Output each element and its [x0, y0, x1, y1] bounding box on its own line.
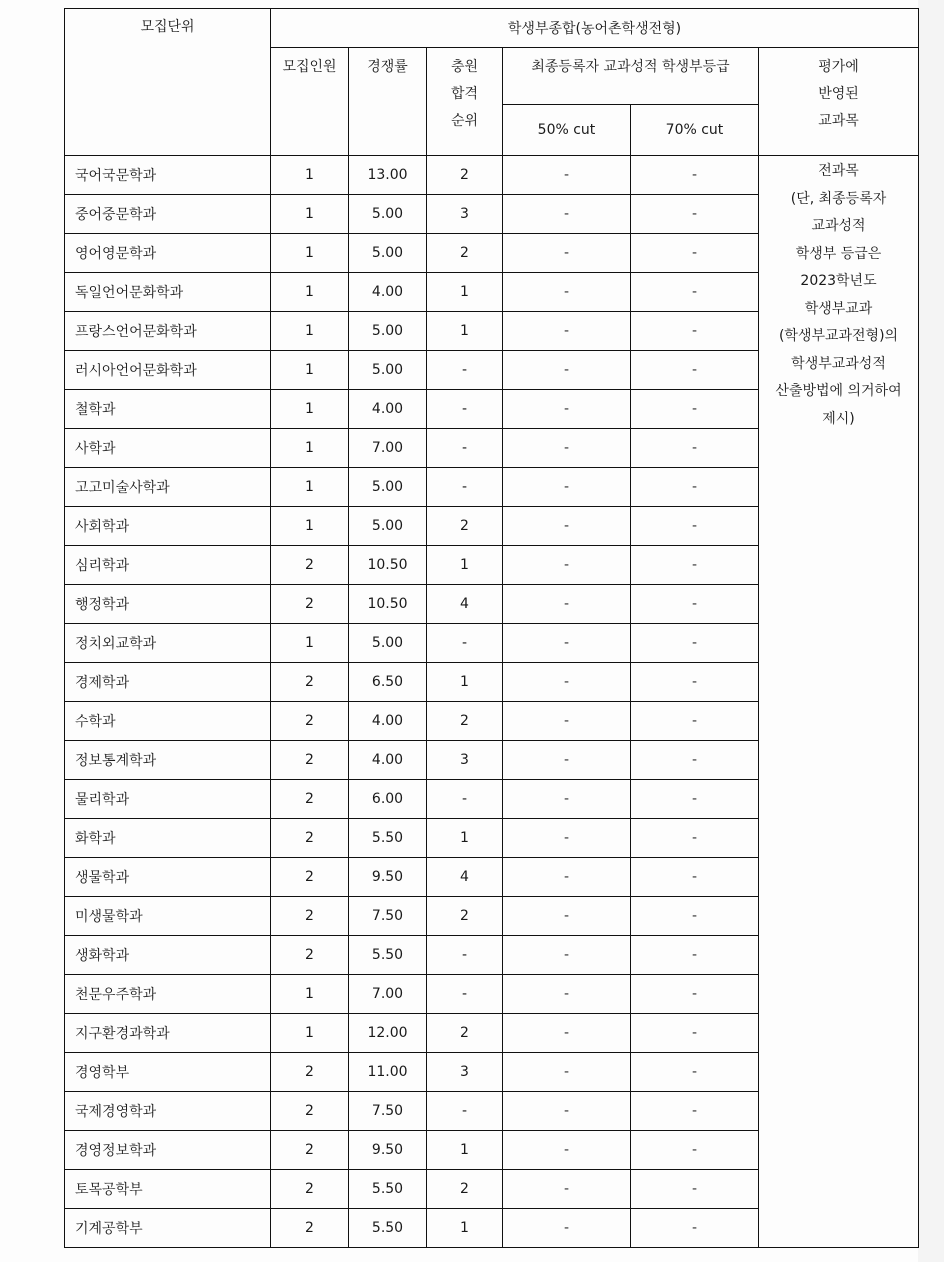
unit-name: 러시아언어문화학과: [65, 351, 271, 390]
cut-50-value: -: [503, 1170, 631, 1209]
cut-70-value: -: [631, 741, 759, 780]
cut-70-value: -: [631, 663, 759, 702]
waitlist-rank-value: 1: [427, 1209, 503, 1248]
cut-70-value: -: [631, 156, 759, 195]
header-quota: 모집인원: [271, 48, 349, 156]
competition-value: 13.00: [349, 156, 427, 195]
quota-value: 1: [271, 468, 349, 507]
quota-value: 2: [271, 780, 349, 819]
header-waitlist-rank-line: 합격: [450, 86, 479, 102]
subjects-note: [759, 156, 919, 1248]
cut-70-value: -: [631, 1014, 759, 1053]
cut-70-value: -: [631, 702, 759, 741]
waitlist-rank-value: -: [427, 624, 503, 663]
quota-value: 2: [271, 858, 349, 897]
cut-50-value: -: [503, 585, 631, 624]
cut-70-value: -: [631, 234, 759, 273]
quota-value: 1: [271, 1014, 349, 1053]
competition-value: 4.00: [349, 273, 427, 312]
competition-value: 4.00: [349, 702, 427, 741]
page-gutter: [918, 0, 944, 1262]
header-subjects-line: 반영된: [818, 86, 859, 102]
cut-50-value: -: [503, 780, 631, 819]
cut-70-value: -: [631, 468, 759, 507]
waitlist-rank-value: 2: [427, 1014, 503, 1053]
quota-value: 1: [271, 507, 349, 546]
waitlist-rank-value: -: [427, 351, 503, 390]
quota-value: 1: [271, 156, 349, 195]
header-waitlist-rank-line: 충원: [450, 59, 479, 75]
waitlist-rank-value: 3: [427, 741, 503, 780]
competition-value: 10.50: [349, 585, 427, 624]
subjects-note-line: 산출방법에 의거하여: [775, 383, 902, 399]
waitlist-rank-value: 2: [427, 897, 503, 936]
waitlist-rank-value: 1: [427, 1131, 503, 1170]
subjects-note-line: 제시): [822, 410, 855, 427]
cut-70-value: -: [631, 975, 759, 1014]
cut-70-value: -: [631, 819, 759, 858]
cut-70-value: -: [631, 624, 759, 663]
waitlist-rank-value: -: [427, 390, 503, 429]
quota-value: 2: [271, 741, 349, 780]
quota-value: 2: [271, 1092, 349, 1131]
waitlist-rank-value: 4: [427, 858, 503, 897]
subjects-note-line: 학생부교과: [804, 300, 873, 317]
header-waitlist-rank: [427, 48, 503, 156]
unit-name: 지구환경과학과: [65, 1014, 271, 1053]
quota-value: 2: [271, 897, 349, 936]
cut-70-value: -: [631, 1092, 759, 1131]
quota-value: 1: [271, 429, 349, 468]
competition-value: 7.00: [349, 429, 427, 468]
unit-name: 심리학과: [65, 546, 271, 585]
table-header: [65, 9, 919, 156]
unit-name: 화학과: [65, 819, 271, 858]
quota-value: 2: [271, 585, 349, 624]
cut-70-value: -: [631, 273, 759, 312]
unit-name: 생화학과: [65, 936, 271, 975]
unit-name: 수학과: [65, 702, 271, 741]
unit-name: 생물학과: [65, 858, 271, 897]
unit-name: 미생물학과: [65, 897, 271, 936]
unit-name: 국제경영학과: [65, 1092, 271, 1131]
quota-value: 2: [271, 1170, 349, 1209]
competition-value: 5.00: [349, 234, 427, 273]
competition-value: 10.50: [349, 546, 427, 585]
unit-name: 물리학과: [65, 780, 271, 819]
quota-value: 1: [271, 273, 349, 312]
quota-value: 1: [271, 312, 349, 351]
cut-50-value: -: [503, 1209, 631, 1248]
cut-50-value: -: [503, 858, 631, 897]
competition-value: 12.00: [349, 1014, 427, 1053]
cut-50-value: -: [503, 741, 631, 780]
waitlist-rank-value: 3: [427, 1053, 503, 1092]
header-waitlist-rank-line: 순위: [450, 113, 479, 129]
cut-50-value: -: [503, 1053, 631, 1092]
header-competition: 경쟁률: [349, 48, 427, 156]
cut-50-value: -: [503, 273, 631, 312]
competition-value: 4.00: [349, 390, 427, 429]
cut-50-value: -: [503, 897, 631, 936]
unit-name: 정보통계학과: [65, 741, 271, 780]
subjects-note-line: 전과목: [818, 163, 859, 179]
cut-50-value: -: [503, 429, 631, 468]
cut-70-value: -: [631, 1131, 759, 1170]
unit-name: 행정학과: [65, 585, 271, 624]
cut-50-value: -: [503, 624, 631, 663]
cut-50-value: -: [503, 936, 631, 975]
competition-value: 5.00: [349, 507, 427, 546]
unit-name: 영어영문학과: [65, 234, 271, 273]
unit-name: 천문우주학과: [65, 975, 271, 1014]
quota-value: 1: [271, 234, 349, 273]
waitlist-rank-value: 2: [427, 156, 503, 195]
waitlist-rank-value: -: [427, 429, 503, 468]
quota-value: 1: [271, 195, 349, 234]
unit-name: 고고미술사학과: [65, 468, 271, 507]
competition-value: 5.00: [349, 468, 427, 507]
waitlist-rank-value: 4: [427, 585, 503, 624]
cut-70-value: -: [631, 390, 759, 429]
competition-value: 7.50: [349, 897, 427, 936]
cut-50-value: -: [503, 702, 631, 741]
competition-value: 4.00: [349, 741, 427, 780]
cut-50-value: -: [503, 819, 631, 858]
cut-70-value: -: [631, 1170, 759, 1209]
quota-value: 2: [271, 546, 349, 585]
header-subjects-line: 교과목: [818, 113, 859, 129]
subjects-note-line: (단, 최종등록자: [790, 190, 887, 207]
waitlist-rank-value: -: [427, 780, 503, 819]
unit-name: 기계공학부: [65, 1209, 271, 1248]
cut-70-value: -: [631, 351, 759, 390]
cut-70-value: -: [631, 507, 759, 546]
competition-value: 5.50: [349, 936, 427, 975]
waitlist-rank-value: 1: [427, 663, 503, 702]
unit-name: 사회학과: [65, 507, 271, 546]
competition-value: 9.50: [349, 858, 427, 897]
unit-name: 경영정보학과: [65, 1131, 271, 1170]
cut-70-value: -: [631, 858, 759, 897]
waitlist-rank-value: 1: [427, 819, 503, 858]
unit-name: 정치외교학과: [65, 624, 271, 663]
cut-50-value: -: [503, 507, 631, 546]
cut-50-value: -: [503, 195, 631, 234]
cut-50-value: -: [503, 312, 631, 351]
cut-50-value: -: [503, 975, 631, 1014]
cut-50-value: -: [503, 663, 631, 702]
subjects-note-line: 2023학년도: [800, 273, 877, 289]
header-subjects-line: 평가에: [818, 59, 859, 75]
waitlist-rank-value: -: [427, 975, 503, 1014]
competition-value: 5.50: [349, 1170, 427, 1209]
header-grade-group: 최종등록자 교과성적 학생부등급: [503, 48, 759, 105]
cut-50-value: -: [503, 546, 631, 585]
competition-value: 6.50: [349, 663, 427, 702]
waitlist-rank-value: 2: [427, 507, 503, 546]
quota-value: 1: [271, 390, 349, 429]
competition-value: 5.00: [349, 312, 427, 351]
competition-value: 6.00: [349, 780, 427, 819]
waitlist-rank-value: -: [427, 1092, 503, 1131]
waitlist-rank-value: 3: [427, 195, 503, 234]
quota-value: 1: [271, 351, 349, 390]
quota-value: 2: [271, 702, 349, 741]
waitlist-rank-value: -: [427, 468, 503, 507]
unit-name: 국어국문학과: [65, 156, 271, 195]
cut-70-value: -: [631, 897, 759, 936]
cut-50-value: -: [503, 1131, 631, 1170]
unit-name: 경제학과: [65, 663, 271, 702]
subjects-note-line: 학생부교과성적: [791, 355, 886, 372]
subjects-note-line: (학생부교과전형)의: [778, 328, 899, 344]
cut-70-value: -: [631, 585, 759, 624]
quota-value: 2: [271, 1131, 349, 1170]
competition-value: 5.00: [349, 195, 427, 234]
cut-50-value: -: [503, 468, 631, 507]
table-body: [65, 156, 919, 1248]
unit-name: 토목공학부: [65, 1170, 271, 1209]
cut-50-value: -: [503, 390, 631, 429]
cut-50-value: -: [503, 1014, 631, 1053]
cut-70-value: -: [631, 1053, 759, 1092]
quota-value: 1: [271, 975, 349, 1014]
waitlist-rank-value: 1: [427, 546, 503, 585]
cut-70-value: -: [631, 312, 759, 351]
cut-70-value: -: [631, 1209, 759, 1248]
waitlist-rank-value: 2: [427, 1170, 503, 1209]
quota-value: 1: [271, 624, 349, 663]
competition-value: 11.00: [349, 1053, 427, 1092]
cut-70-value: -: [631, 546, 759, 585]
waitlist-rank-value: -: [427, 936, 503, 975]
waitlist-rank-value: 1: [427, 273, 503, 312]
quota-value: 2: [271, 663, 349, 702]
table-row: [65, 156, 919, 195]
competition-value: 7.50: [349, 1092, 427, 1131]
cut-70-value: -: [631, 429, 759, 468]
cut-50-value: -: [503, 234, 631, 273]
waitlist-rank-value: 2: [427, 234, 503, 273]
unit-name: 경영학부: [65, 1053, 271, 1092]
competition-value: 5.00: [349, 624, 427, 663]
competition-value: 5.50: [349, 1209, 427, 1248]
waitlist-rank-value: 2: [427, 702, 503, 741]
cut-50-value: -: [503, 351, 631, 390]
competition-value: 9.50: [349, 1131, 427, 1170]
cut-50-value: -: [503, 1092, 631, 1131]
quota-value: 2: [271, 819, 349, 858]
quota-value: 2: [271, 936, 349, 975]
unit-name: 중어중문학과: [65, 195, 271, 234]
quota-value: 2: [271, 1053, 349, 1092]
cut-70-value: -: [631, 780, 759, 819]
cut-70-value: -: [631, 195, 759, 234]
header-cut-70: 70% cut: [631, 105, 759, 156]
unit-name: 사학과: [65, 429, 271, 468]
unit-name: 독일언어문화학과: [65, 273, 271, 312]
waitlist-rank-value: 1: [427, 312, 503, 351]
cut-70-value: -: [631, 936, 759, 975]
competition-value: 5.50: [349, 819, 427, 858]
header-admission-type: 학생부종합(농어촌학생전형): [271, 9, 919, 48]
admissions-results-table: [64, 8, 919, 1248]
header-unit: 모집단위: [65, 9, 271, 156]
subjects-note-line: 학생부 등급은: [795, 245, 882, 262]
quota-value: 2: [271, 1209, 349, 1248]
header-cut-50: 50% cut: [503, 105, 631, 156]
unit-name: 철학과: [65, 390, 271, 429]
cut-50-value: -: [503, 156, 631, 195]
competition-value: 7.00: [349, 975, 427, 1014]
header-subjects: [759, 48, 919, 156]
competition-value: 5.00: [349, 351, 427, 390]
unit-name: 프랑스언어문화학과: [65, 312, 271, 351]
subjects-note-line: 교과성적: [811, 218, 866, 234]
